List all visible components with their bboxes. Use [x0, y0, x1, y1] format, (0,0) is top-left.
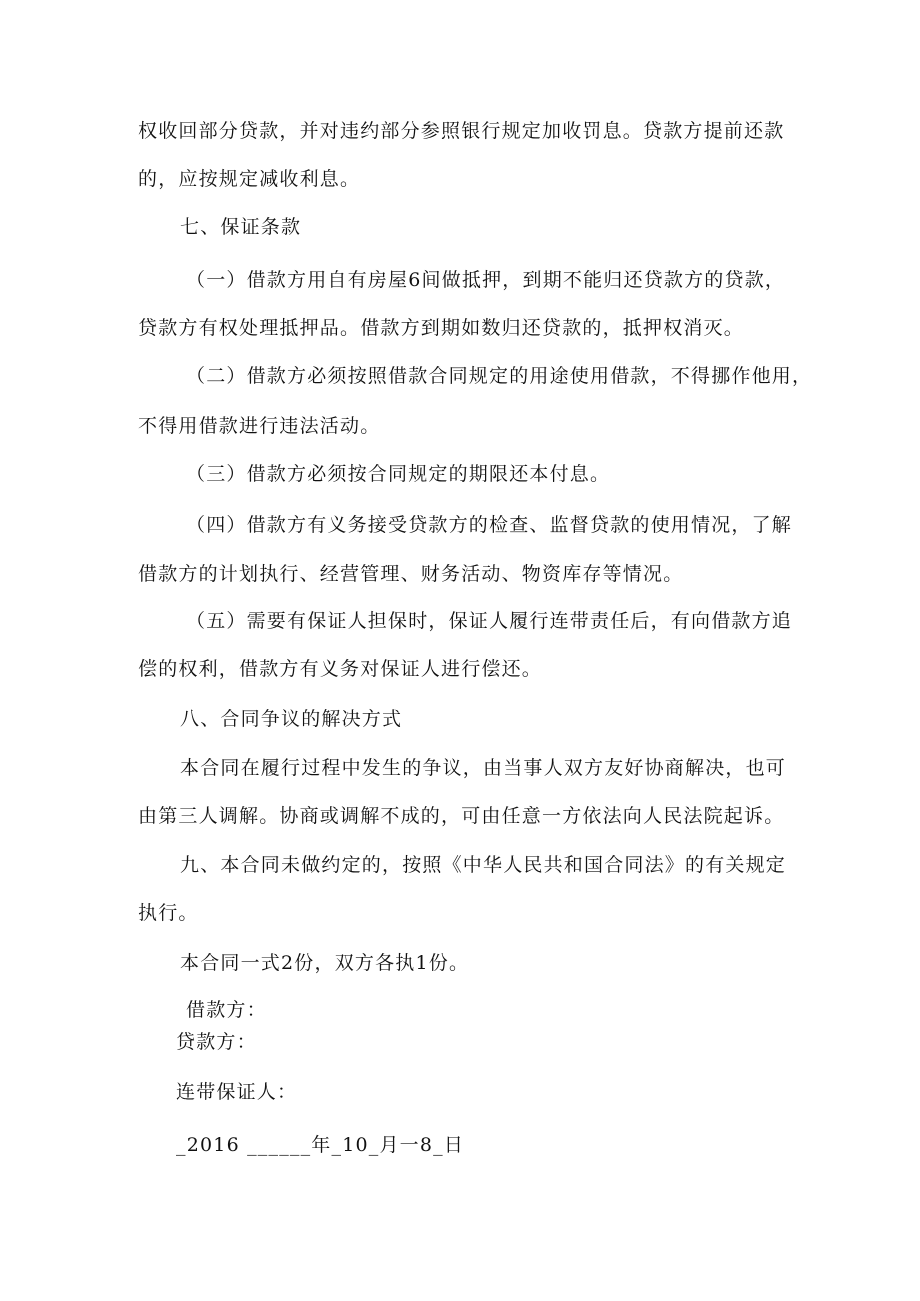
paragraph-line-2: 的，应按规定减收利息。: [138, 168, 361, 190]
clause-1-line-2: 贷款方有权处理抵押品。借款方到期如数归还贷款的，抵押权消灭。: [138, 317, 745, 339]
clause-1-line-1: （一）借款方用自有房屋6间做抵押，到期不能归还贷款方的贷款，: [186, 269, 786, 291]
section-9-line-2: 执行。: [138, 902, 199, 924]
section-heading-7: 七、保证条款: [180, 216, 302, 238]
dispute-line-1: 本合同在履行过程中发生的争议，由当事人双方友好协商解决，也可: [180, 757, 787, 779]
section-9-line-1: 九、本合同未做约定的，按照《中华人民共和国合同法》的有关规定: [180, 854, 787, 876]
clause-5-line-2: 偿的权利，借款方有义务对保证人进行偿还。: [138, 658, 543, 680]
lender-label: 贷款方：: [176, 1031, 257, 1053]
clause-4-line-1: （四）借款方有义务接受贷款方的检查、监督贷款的使用情况，了解: [186, 514, 793, 536]
guarantor-label: 连带保证人：: [176, 1081, 298, 1103]
signing-date: _2016 ______年_10_月一8_日: [176, 1134, 465, 1156]
dispute-line-2: 由第三人调解。协商或调解不成的，可由任意一方依法向人民法院起诉。: [138, 805, 785, 827]
copies-line: 本合同一式2份，双方各执1份。: [180, 952, 470, 974]
paragraph-line-1: 权收回部分贷款，并对违约部分参照银行规定加收罚息。贷款方提前还款: [138, 120, 785, 142]
clause-2-line-1: （二）借款方必须按照借款合同规定的用途使用借款，不得挪作他用，: [186, 365, 813, 387]
clause-2-line-2: 不得用借款进行违法活动。: [138, 415, 381, 437]
clause-5-line-1: （五）需要有保证人担保时，保证人履行连带责任后，有向借款方追: [186, 610, 793, 632]
clause-3-line-1: （三）借款方必须按合同规定的期限还本付息。: [186, 463, 611, 485]
clause-4-line-2: 借款方的计划执行、经营管理、财务活动、物资库存等情况。: [138, 563, 684, 585]
section-heading-8: 八、合同争议的解决方式: [180, 708, 403, 730]
borrower-label: 借款方：: [186, 999, 267, 1021]
